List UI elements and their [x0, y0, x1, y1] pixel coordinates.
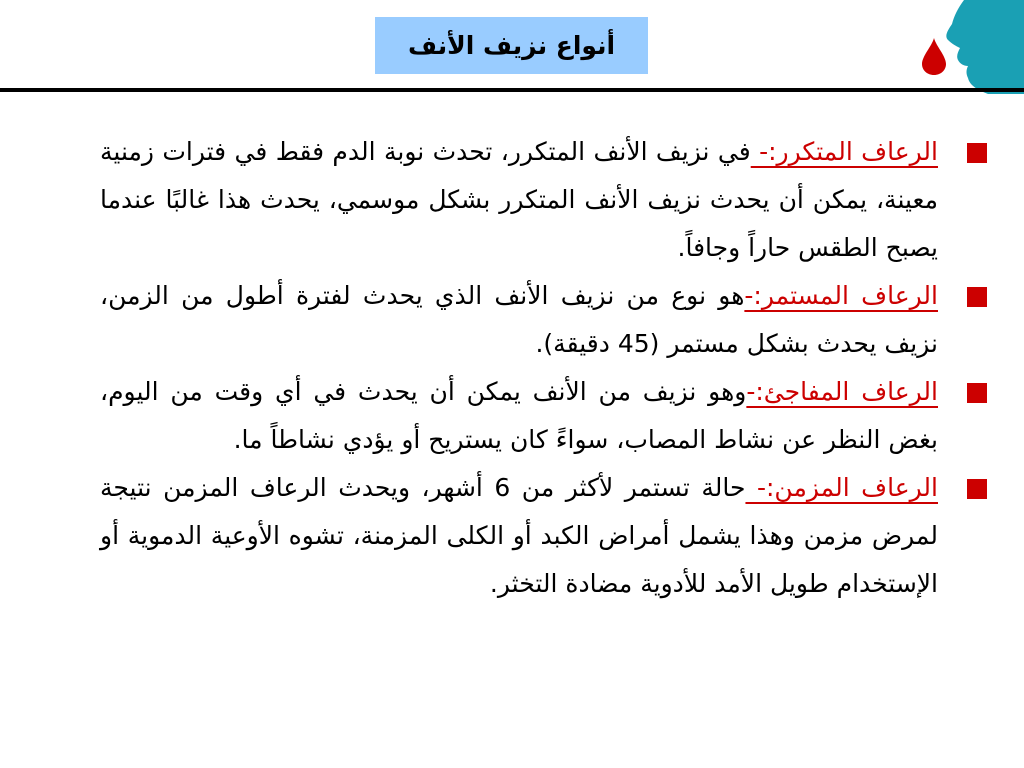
- item-term: الرعاف المفاجئ:-: [746, 377, 938, 406]
- list-item: [100, 464, 990, 608]
- square-bullet-icon: [967, 479, 987, 499]
- bullet-list: [100, 128, 990, 608]
- item-text: هو نوع من نزيف الأنف الذي يحدث لفترة أطول من الزمن، نزيف يحدث بشكل مستمر (45 دقيقة).: [100, 281, 938, 358]
- square-bullet-icon: [967, 143, 987, 163]
- item-term: الرعاف المزمن:-: [745, 473, 938, 502]
- slide-title: أنواع نزيف الأنف: [407, 31, 616, 60]
- item-text: حالة تستمر لأكثر من 6 أشهر، ويحدث الرعاف المزمن نتيجة لمرض مزمن وهذا يشمل أمراض الكبد أو الكلى المزمنة، تشوه الأوعية الدموية أو الإستخدام طويل الأمد للأدوية مضادة التخثر.: [100, 473, 938, 598]
- list-item: [100, 368, 990, 464]
- item-term: الرعاف المستمر:-: [744, 281, 938, 310]
- slide-title-box: [375, 17, 648, 74]
- list-item: [100, 272, 990, 368]
- title-divider: [0, 88, 1024, 92]
- item-text: وهو نزيف من الأنف يمكن أن يحدث في أي وقت من اليوم، بغض النظر عن نشاط المصاب، سواءً كان يستريح أو يؤدي نشاطاً ما.: [100, 377, 938, 454]
- face-profile-shape: [946, 0, 1024, 94]
- face-profile-nosebleed-icon: [914, 0, 1024, 94]
- item-term: الرعاف المتكرر:-: [750, 137, 938, 166]
- square-bullet-icon: [967, 287, 987, 307]
- item-text: في نزيف الأنف المتكرر، تحدث نوبة الدم فقط في فترات زمنية معينة، يمكن أن يحدث نزيف الأنف المتكرر بشكل موسمي، يحدث هذا غالبًا عندما يصبح الطقس حاراً وجافاً.: [100, 137, 938, 262]
- list-item: [100, 128, 990, 272]
- square-bullet-icon: [967, 383, 987, 403]
- blood-drop-shape: [922, 38, 946, 75]
